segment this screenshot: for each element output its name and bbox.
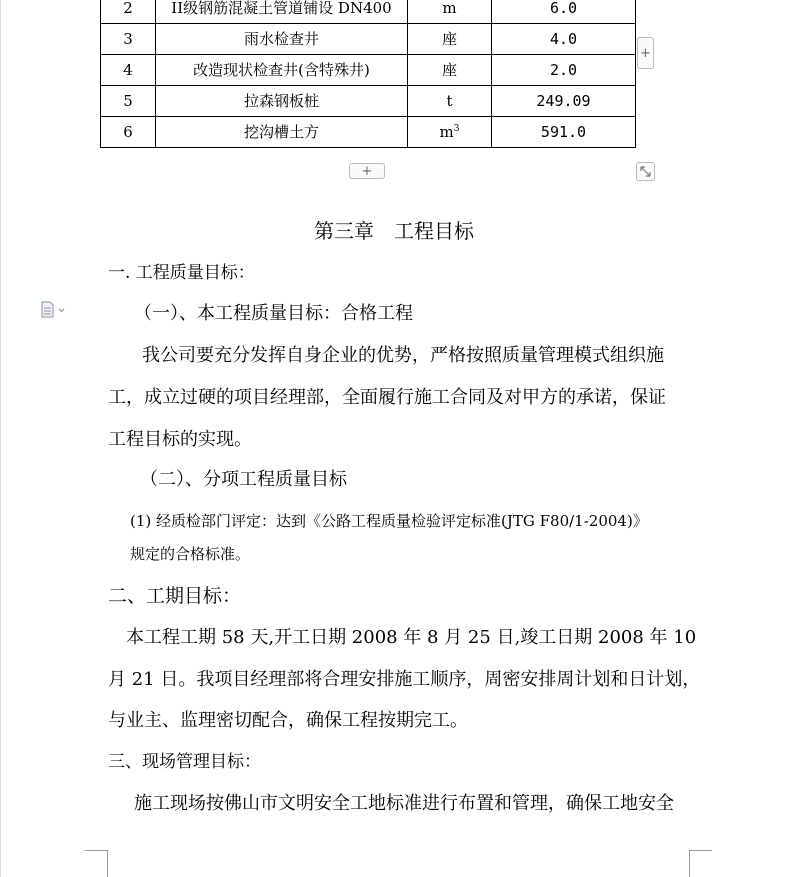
- section-heading-site-management: 三、现场管理目标：: [108, 752, 261, 772]
- page-left-edge: [0, 0, 1, 877]
- paragraph-line: 工，成立过硬的项目经理部，全面履行施工合同及对甲方的承诺，保证: [108, 387, 666, 408]
- paragraph-line: 施工现场按佛山市文明安全工地标准进行布置和管理，确保工地安全: [134, 793, 674, 814]
- subheading-quality-target: （一）、本工程质量目标：合格工程: [134, 303, 413, 324]
- table-row: [101, 86, 636, 117]
- table-cell-unit[interactable]: t: [408, 86, 492, 117]
- section-heading-schedule: 二、工期目标：: [108, 585, 242, 607]
- page-corner-mark-right: [689, 850, 712, 877]
- table-cell-qty[interactable]: 249.09: [492, 86, 636, 117]
- table-cell-qty[interactable]: 4.0: [492, 24, 636, 55]
- table-cell-qty[interactable]: 2.0: [492, 55, 636, 86]
- quantity-table: [100, 0, 636, 148]
- table-cell-unit[interactable]: 座: [408, 55, 492, 86]
- paragraph-line: 月 21 日。我项目经理部将合理安排施工顺序，周密安排周计划和日计划，: [108, 669, 701, 690]
- paragraph-line: 本工程工期 58 天,开工日期 2008 年 8 月 25 日,竣工日期 2008 年 10: [126, 627, 697, 648]
- table-cell-qty[interactable]: 6.0: [492, 0, 636, 24]
- unit-superscript: 3: [453, 124, 460, 134]
- paragraph-line: 与业主、监理密切配合，确保工程按期完工。: [108, 710, 468, 731]
- table-cell-name-text: II级钢筋混凝土管道铺设 DN400: [171, 0, 392, 17]
- table-cell-name[interactable]: [156, 0, 408, 24]
- subheading-itemized-target: （二）、分项工程质量目标: [140, 469, 347, 490]
- add-column-button[interactable]: +: [637, 37, 654, 69]
- resize-diagonal-icon[interactable]: [636, 162, 655, 181]
- chevron-down-icon: [59, 309, 64, 312]
- table-cell-name[interactable]: 雨水检查井: [156, 24, 408, 55]
- paragraph-line: 我公司要充分发挥自身企业的优势，严格按照质量管理模式组织施: [142, 345, 664, 366]
- unit-text: m: [439, 123, 454, 141]
- table-cell-no[interactable]: 3: [101, 24, 156, 55]
- list-item: (1) 经质检部门评定：达到《公路工程质量检验评定标准(JTG F80/1-2004)》: [130, 512, 648, 530]
- table-cell-unit[interactable]: 座: [408, 24, 492, 55]
- list-item: 规定的合格标准。: [130, 545, 251, 563]
- table-cell-no[interactable]: 5: [101, 86, 156, 117]
- chapter-title: 第三章 工程目标: [314, 219, 474, 243]
- add-row-button[interactable]: +: [349, 163, 385, 179]
- table-cell-no[interactable]: 6: [101, 117, 156, 148]
- table-row: [101, 0, 636, 24]
- table-cell-name[interactable]: 改造现状检查井(含特殊井): [156, 55, 408, 86]
- table-cell-name[interactable]: 拉森钢板桩: [156, 86, 408, 117]
- table-row: [101, 55, 636, 86]
- paragraph-line: 工程目标的实现。: [108, 429, 252, 450]
- section-heading-quality: 一. 工程质量目标：: [108, 263, 255, 283]
- table-cell-unit[interactable]: m: [408, 0, 492, 24]
- table-cell-no[interactable]: 4: [101, 55, 156, 86]
- table-row: [101, 24, 636, 55]
- table-row: [101, 117, 636, 148]
- table-cell-qty[interactable]: 591.0: [492, 117, 636, 148]
- table-cell-name[interactable]: 挖沟槽土方: [156, 117, 408, 148]
- table-cell-no[interactable]: 2: [101, 0, 156, 24]
- page-corner-mark-left: [85, 850, 108, 877]
- table-cell-unit[interactable]: [408, 117, 492, 148]
- document-icon[interactable]: [40, 301, 70, 323]
